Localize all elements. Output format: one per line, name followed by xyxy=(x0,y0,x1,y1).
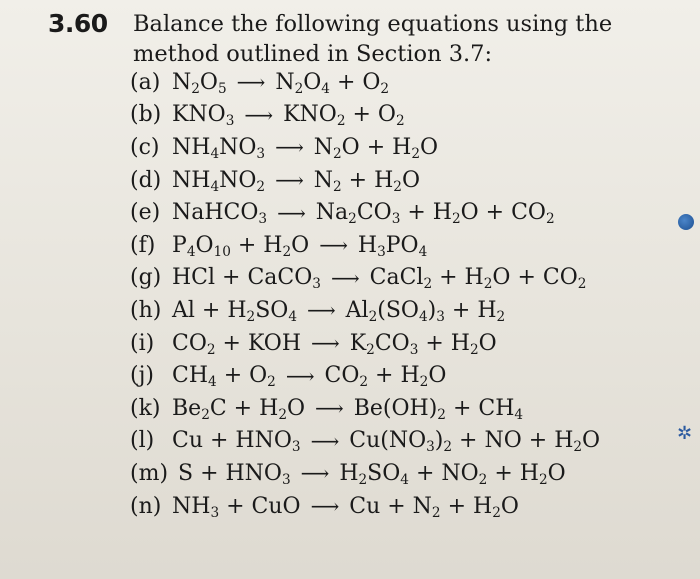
equation-item xyxy=(130,327,600,360)
equation-item xyxy=(130,131,600,164)
equation-reactants: $NH_4NO_2$ xyxy=(172,167,266,195)
equation-reactants: $Cu + HNO_3$ xyxy=(172,428,301,456)
equation-products: $CO_2 + H_2O$ xyxy=(324,363,447,390)
equation-reactants: HCl + CaCO$_3$ xyxy=(172,265,321,293)
equation-item xyxy=(130,425,600,458)
equation-products: $Cu + N_2 + H_2O$ xyxy=(349,493,519,521)
equation-label: (i) xyxy=(130,330,155,356)
equation-item xyxy=(130,99,600,132)
equation-reactants: NaHCO$_3$ xyxy=(172,200,268,227)
equation-reactants: $S + HNO_3$ xyxy=(178,460,291,488)
equation-item xyxy=(130,66,600,99)
equation-products: $KNO_2 + O_2$ xyxy=(283,102,405,130)
equation-label: (b) xyxy=(130,102,162,128)
reaction-arrow: ⟶ xyxy=(275,168,304,193)
equation-products: $N_2 + H_2O$ xyxy=(313,167,420,195)
equation-label: (d) xyxy=(130,167,162,193)
equation-label: (h) xyxy=(130,297,162,323)
equation-reactants: $Al + H_2SO_4$ xyxy=(172,297,297,325)
equation-item xyxy=(130,229,600,262)
equation-products: $N_2O + H_2O$ xyxy=(313,134,439,162)
equation-products: $Al_2(SO_4)_3 + H_2$ xyxy=(345,297,506,325)
reaction-arrow: ⟶ xyxy=(285,363,315,388)
equation-products: $Cu(NO_3)_2$ + NO + $H_2O$ xyxy=(349,428,601,456)
reaction-arrow: ⟶ xyxy=(300,461,330,486)
equation-item xyxy=(130,392,600,425)
equation-reactants: $KNO_3$ xyxy=(172,102,235,130)
equation-reactants: $Be_2C + H_2O$ xyxy=(172,395,306,423)
problem-intro: Balance the following equations using the method outlined in Section 3.7: xyxy=(133,11,613,67)
equation-products: $Be(OH)_2 + CH_4$ xyxy=(353,395,524,423)
equation-label: (n) xyxy=(130,493,162,519)
equation-products: $Na_2CO_3 + H_2O + CO_2$ xyxy=(315,200,555,227)
equation-list xyxy=(130,66,600,522)
equation-reactants: $NH_4NO_3$ xyxy=(172,134,266,162)
equation-label: (e) xyxy=(130,200,161,226)
problem-number: 3.60 xyxy=(48,9,108,38)
equation-label: (c) xyxy=(130,134,160,160)
reaction-arrow: ⟶ xyxy=(319,233,348,258)
equation-item xyxy=(130,490,600,523)
equation-item xyxy=(130,457,600,490)
equation-reactants: $P_4O_{10} + H_2O$ xyxy=(172,232,310,260)
equation-label: (k) xyxy=(130,395,161,421)
equation-products: $H_2SO_4 + NO_2 + H_2O$ xyxy=(339,460,566,488)
equation-reactants: $CO_2$ + KOH xyxy=(172,330,302,358)
equation-item xyxy=(130,294,600,327)
equation-reactants: $N_2O_5$ xyxy=(172,69,227,97)
equation-reactants: $NH_3$ + CuO xyxy=(172,493,301,521)
reaction-arrow: ⟶ xyxy=(311,331,340,356)
reaction-arrow: ⟶ xyxy=(330,265,360,290)
reaction-arrow: ⟶ xyxy=(310,428,340,453)
equation-products: $N_2O_4 + O_2$ xyxy=(275,69,390,97)
equation-products: $H_3PO_4$ xyxy=(357,232,428,260)
equation-item xyxy=(130,359,600,392)
reaction-arrow: ⟶ xyxy=(310,494,340,519)
reaction-arrow: ⟶ xyxy=(315,396,344,421)
reaction-arrow: ⟶ xyxy=(236,70,266,95)
equation-label: (f) xyxy=(130,232,156,258)
equation-item xyxy=(130,196,600,229)
equation-reactants: $CH_4 + O_2$ xyxy=(172,363,276,390)
equation-item xyxy=(130,164,600,197)
blue-star-icon: ✲ xyxy=(677,423,693,444)
equation-label: (a) xyxy=(130,69,161,95)
reaction-arrow: ⟶ xyxy=(277,200,306,225)
equation-products: $K_2CO_3 + H_2O$ xyxy=(349,330,497,358)
equation-label: (g) xyxy=(130,265,162,291)
equation-label: (j) xyxy=(130,363,154,389)
equation-label: (l) xyxy=(130,428,155,454)
blue-dot-icon xyxy=(678,214,694,230)
equation-item xyxy=(130,262,600,295)
reaction-arrow: ⟶ xyxy=(275,135,304,160)
equation-products: CaCl$_2$ + $H_2O + CO_2$ xyxy=(369,265,587,293)
reaction-arrow: ⟶ xyxy=(244,102,274,127)
reaction-arrow: ⟶ xyxy=(306,298,336,323)
equation-label: (m) xyxy=(130,460,169,486)
